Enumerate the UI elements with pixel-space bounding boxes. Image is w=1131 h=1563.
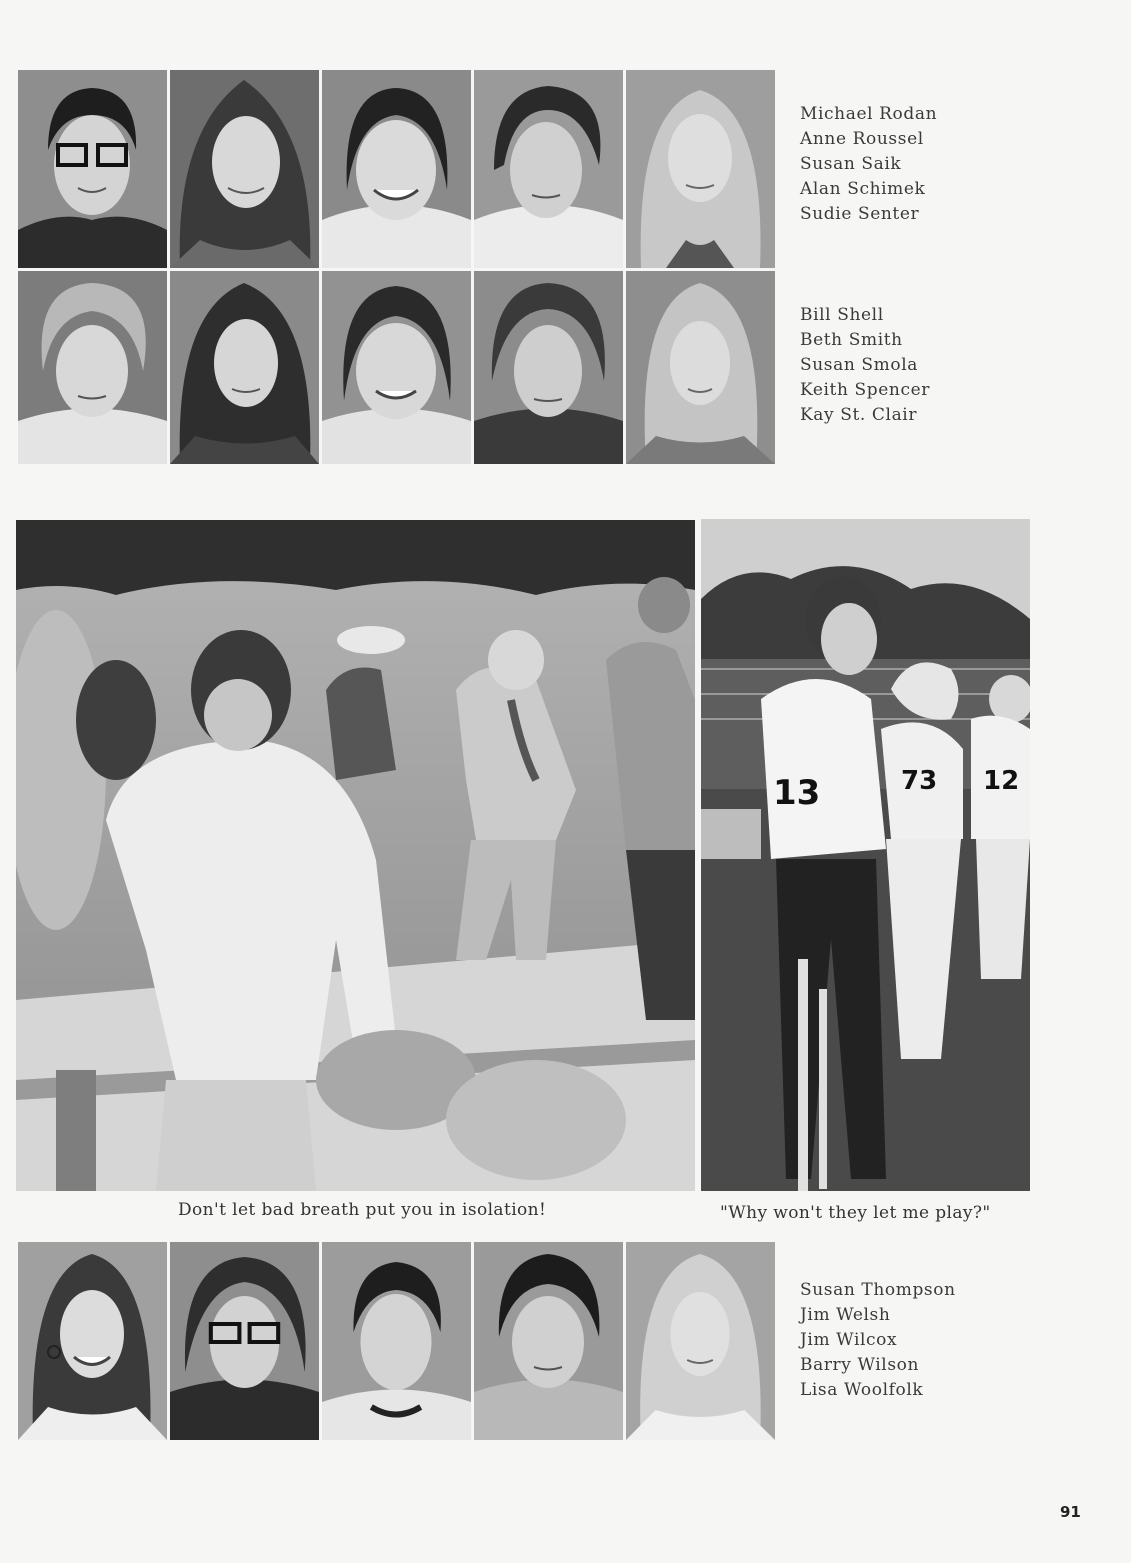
student-name: Susan Smola xyxy=(800,355,918,375)
portrait-beth-smith xyxy=(170,271,319,464)
student-name: Beth Smith xyxy=(800,330,903,350)
student-name: Anne Roussel xyxy=(800,129,924,149)
student-name: Michael Rodan xyxy=(800,104,938,124)
student-name: Jim Welsh xyxy=(800,1305,891,1325)
portrait-lisa-woolfolk xyxy=(626,1242,775,1440)
student-name: Jim Wilcox xyxy=(800,1330,898,1350)
page-number: 91 xyxy=(1060,1503,1081,1521)
student-name: Keith Spencer xyxy=(800,380,930,400)
student-name: Sudie Senter xyxy=(800,204,920,224)
names-list-2 xyxy=(800,303,930,428)
portrait-susan-thompson xyxy=(18,1242,167,1440)
photo-lake-scene xyxy=(16,520,695,1191)
portrait-kay-st-clair xyxy=(626,271,775,464)
jersey-number: 13 xyxy=(773,773,821,813)
caption-football-photo: "Why won't they let me play?" xyxy=(720,1203,991,1223)
student-name: Susan Thompson xyxy=(800,1280,956,1300)
student-name: Barry Wilson xyxy=(800,1355,920,1375)
student-name: Lisa Woolfolk xyxy=(800,1380,924,1400)
names-list-1 xyxy=(800,102,937,227)
portrait-jim-welsh xyxy=(170,1242,319,1440)
caption-lake-photo: Don't let bad breath put you in isolation! xyxy=(178,1200,547,1220)
jersey-number: 12 xyxy=(983,766,1020,796)
jersey-number: 73 xyxy=(901,766,938,796)
portrait-row-1 xyxy=(18,70,775,268)
portrait-bill-shell xyxy=(18,271,167,464)
student-name: Alan Schimek xyxy=(800,179,926,199)
student-name: Susan Saik xyxy=(800,154,902,174)
portrait-susan-smola xyxy=(322,271,471,464)
portrait-keith-spencer xyxy=(474,271,623,464)
photo-football-sideline xyxy=(701,519,1030,1191)
student-name: Bill Shell xyxy=(800,305,884,325)
portrait-jim-wilcox xyxy=(322,1242,471,1440)
names-list-3 xyxy=(800,1278,956,1403)
portrait-alan-schimek xyxy=(474,70,623,268)
portrait-row-3 xyxy=(18,1242,775,1440)
portrait-anne-roussel xyxy=(170,70,319,268)
portrait-michael-rodan xyxy=(18,70,167,268)
portrait-barry-wilson xyxy=(474,1242,623,1440)
portrait-susan-saik xyxy=(322,70,471,268)
portrait-row-2 xyxy=(18,271,775,464)
student-name: Kay St. Clair xyxy=(800,405,918,425)
portrait-sudie-senter xyxy=(626,70,775,268)
